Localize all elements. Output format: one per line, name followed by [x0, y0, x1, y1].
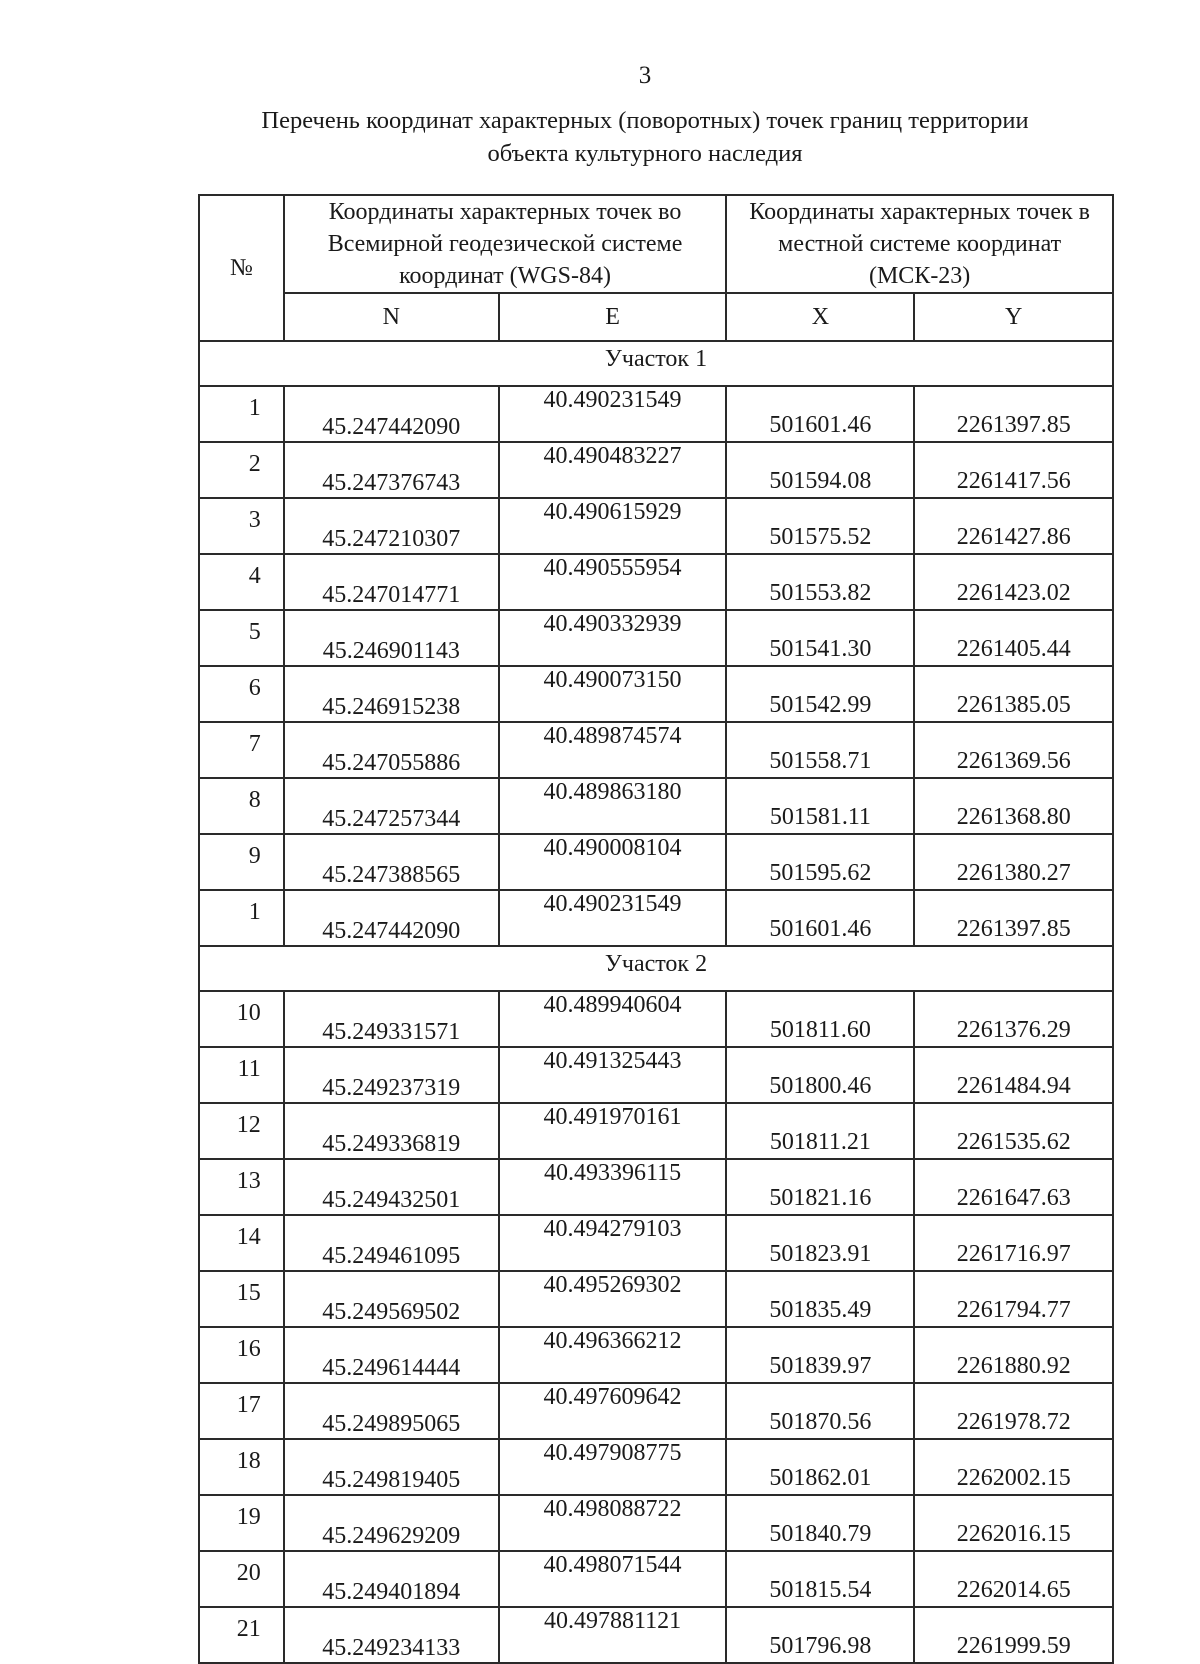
e-coordinate-cell: 40.490555954: [499, 554, 726, 610]
x-coordinate-cell: 501840.79: [726, 1495, 914, 1551]
x-coordinate-cell: 501796.98: [726, 1607, 914, 1663]
e-coordinate-cell: 40.493396115: [499, 1159, 726, 1215]
n-coordinate-cell: 45.249401894: [284, 1551, 499, 1607]
y-coordinate-cell: 2261427.86: [914, 498, 1113, 554]
point-number-cell: 10: [199, 991, 284, 1047]
n-coordinate-cell: 45.247442090: [284, 386, 499, 442]
e-coordinate-cell: 40.497881121: [499, 1607, 726, 1663]
e-coordinate-cell: 40.490073150: [499, 666, 726, 722]
x-coordinate-cell: 501823.91: [726, 1215, 914, 1271]
point-number-cell: 1: [199, 890, 284, 946]
x-coordinate-cell: 501575.52: [726, 498, 914, 554]
e-coordinate-cell: 40.491970161: [499, 1103, 726, 1159]
e-coordinate-cell: 40.489863180: [499, 778, 726, 834]
y-coordinate-cell: 2261369.56: [914, 722, 1113, 778]
point-number-cell: 7: [199, 722, 284, 778]
n-coordinate-cell: 45.249331571: [284, 991, 499, 1047]
header-x: X: [726, 293, 914, 341]
e-coordinate-cell: 40.496366212: [499, 1327, 726, 1383]
table-row: [199, 991, 1113, 1047]
x-coordinate-cell: 501542.99: [726, 666, 914, 722]
table-row: [199, 890, 1113, 946]
y-coordinate-cell: 2261978.72: [914, 1383, 1113, 1439]
e-coordinate-cell: 40.497609642: [499, 1383, 726, 1439]
n-coordinate-cell: 45.247442090: [284, 890, 499, 946]
section-row: [199, 341, 1113, 386]
point-number-cell: 21: [199, 1607, 284, 1663]
x-coordinate-cell: 501541.30: [726, 610, 914, 666]
point-number-cell: 19: [199, 1495, 284, 1551]
e-coordinate-cell: 40.490332939: [499, 610, 726, 666]
table-row: [199, 1495, 1113, 1551]
table-subheader-row: [199, 293, 1113, 341]
e-coordinate-cell: 40.498088722: [499, 1495, 726, 1551]
table-row: [199, 1607, 1113, 1663]
table-row: [199, 1159, 1113, 1215]
coordinates-table: [198, 194, 1114, 1664]
section-row: [199, 946, 1113, 991]
n-coordinate-cell: 45.247388565: [284, 834, 499, 890]
table-row: [199, 1103, 1113, 1159]
e-coordinate-cell: 40.489940604: [499, 991, 726, 1047]
x-coordinate-cell: 501862.01: [726, 1439, 914, 1495]
y-coordinate-cell: 2262014.65: [914, 1551, 1113, 1607]
y-coordinate-cell: 2262016.15: [914, 1495, 1113, 1551]
point-number-cell: 3: [199, 498, 284, 554]
point-number-cell: 9: [199, 834, 284, 890]
section-label: Участок 2: [199, 946, 1113, 991]
x-coordinate-cell: 501811.21: [726, 1103, 914, 1159]
y-coordinate-cell: 2261484.94: [914, 1047, 1113, 1103]
n-coordinate-cell: 45.246915238: [284, 666, 499, 722]
point-number-cell: 18: [199, 1439, 284, 1495]
table-header-row: [199, 195, 1113, 293]
n-coordinate-cell: 45.249569502: [284, 1271, 499, 1327]
point-number-cell: 16: [199, 1327, 284, 1383]
e-coordinate-cell: 40.497908775: [499, 1439, 726, 1495]
header-n: N: [284, 293, 499, 341]
x-coordinate-cell: 501553.82: [726, 554, 914, 610]
header-msk23-group: Координаты характерных точек в местной системе координат (МСК-23): [726, 195, 1113, 293]
table-row: [199, 1383, 1113, 1439]
e-coordinate-cell: 40.495269302: [499, 1271, 726, 1327]
y-coordinate-cell: 2261397.85: [914, 890, 1113, 946]
n-coordinate-cell: 45.247210307: [284, 498, 499, 554]
x-coordinate-cell: 501601.46: [726, 890, 914, 946]
n-coordinate-cell: 45.247055886: [284, 722, 499, 778]
y-coordinate-cell: 2261647.63: [914, 1159, 1113, 1215]
n-coordinate-cell: 45.247014771: [284, 554, 499, 610]
x-coordinate-cell: 501594.08: [726, 442, 914, 498]
point-number-cell: 20: [199, 1551, 284, 1607]
x-coordinate-cell: 501800.46: [726, 1047, 914, 1103]
x-coordinate-cell: 501581.11: [726, 778, 914, 834]
point-number-cell: 17: [199, 1383, 284, 1439]
x-coordinate-cell: 501839.97: [726, 1327, 914, 1383]
y-coordinate-cell: 2261880.92: [914, 1327, 1113, 1383]
header-wgs84-group: Координаты характерных точек во Всемирной геодезической системе координат (WGS-84): [284, 195, 727, 293]
y-coordinate-cell: 2261535.62: [914, 1103, 1113, 1159]
point-number-cell: 14: [199, 1215, 284, 1271]
table-row: [199, 386, 1113, 442]
table-row: [199, 722, 1113, 778]
e-coordinate-cell: 40.494279103: [499, 1215, 726, 1271]
x-coordinate-cell: 501815.54: [726, 1551, 914, 1607]
n-coordinate-cell: 45.247376743: [284, 442, 499, 498]
x-coordinate-cell: 501821.16: [726, 1159, 914, 1215]
header-y: Y: [914, 293, 1113, 341]
x-coordinate-cell: 501595.62: [726, 834, 914, 890]
y-coordinate-cell: 2261716.97: [914, 1215, 1113, 1271]
table-row: [199, 498, 1113, 554]
y-coordinate-cell: 2261423.02: [914, 554, 1113, 610]
x-coordinate-cell: 501835.49: [726, 1271, 914, 1327]
point-number-cell: 12: [199, 1103, 284, 1159]
n-coordinate-cell: 45.249432501: [284, 1159, 499, 1215]
point-number-cell: 8: [199, 778, 284, 834]
n-coordinate-cell: 45.247257344: [284, 778, 499, 834]
x-coordinate-cell: 501811.60: [726, 991, 914, 1047]
y-coordinate-cell: 2261376.29: [914, 991, 1113, 1047]
table-row: [199, 1271, 1113, 1327]
y-coordinate-cell: 2262002.15: [914, 1439, 1113, 1495]
n-coordinate-cell: 45.249895065: [284, 1383, 499, 1439]
x-coordinate-cell: 501870.56: [726, 1383, 914, 1439]
n-coordinate-cell: 45.249629209: [284, 1495, 499, 1551]
table-row: [199, 1047, 1113, 1103]
point-number-cell: 2: [199, 442, 284, 498]
table-row: [199, 610, 1113, 666]
n-coordinate-cell: 45.249461095: [284, 1215, 499, 1271]
x-coordinate-cell: 501558.71: [726, 722, 914, 778]
table-row: [199, 834, 1113, 890]
point-number-cell: 1: [199, 386, 284, 442]
table-row: [199, 1215, 1113, 1271]
document-title-line-2: объекта культурного наследия: [487, 140, 803, 167]
table-row: [199, 1551, 1113, 1607]
y-coordinate-cell: 2261368.80: [914, 778, 1113, 834]
y-coordinate-cell: 2261417.56: [914, 442, 1113, 498]
y-coordinate-cell: 2261380.27: [914, 834, 1113, 890]
table-row: [199, 442, 1113, 498]
section-label: Участок 1: [199, 341, 1113, 386]
n-coordinate-cell: 45.249237319: [284, 1047, 499, 1103]
document-title: [170, 104, 1120, 170]
n-coordinate-cell: 45.246901143: [284, 610, 499, 666]
page-number: 3: [638, 62, 652, 89]
n-coordinate-cell: 45.249336819: [284, 1103, 499, 1159]
table-body: [199, 341, 1113, 1663]
y-coordinate-cell: 2261405.44: [914, 610, 1113, 666]
y-coordinate-cell: 2261385.05: [914, 666, 1113, 722]
x-coordinate-cell: 501601.46: [726, 386, 914, 442]
e-coordinate-cell: 40.490008104: [499, 834, 726, 890]
point-number-cell: 15: [199, 1271, 284, 1327]
point-number-cell: 13: [199, 1159, 284, 1215]
e-coordinate-cell: 40.490231549: [499, 386, 726, 442]
n-coordinate-cell: 45.249234133: [284, 1607, 499, 1663]
table-row: [199, 778, 1113, 834]
point-number-cell: 6: [199, 666, 284, 722]
y-coordinate-cell: 2261999.59: [914, 1607, 1113, 1663]
y-coordinate-cell: 2261397.85: [914, 386, 1113, 442]
table-row: [199, 1439, 1113, 1495]
table-row: [199, 554, 1113, 610]
e-coordinate-cell: 40.490231549: [499, 890, 726, 946]
y-coordinate-cell: 2261794.77: [914, 1271, 1113, 1327]
n-coordinate-cell: 45.249614444: [284, 1327, 499, 1383]
document-title-line-1: Перечень координат характерных (поворотных) точек границ территории: [261, 107, 1029, 134]
point-number-cell: 5: [199, 610, 284, 666]
n-coordinate-cell: 45.249819405: [284, 1439, 499, 1495]
point-number-cell: 4: [199, 554, 284, 610]
e-coordinate-cell: 40.490483227: [499, 442, 726, 498]
header-number: №: [199, 195, 284, 341]
e-coordinate-cell: 40.490615929: [499, 498, 726, 554]
table-row: [199, 666, 1113, 722]
header-e: E: [499, 293, 726, 341]
e-coordinate-cell: 40.498071544: [499, 1551, 726, 1607]
point-number-cell: 11: [199, 1047, 284, 1103]
e-coordinate-cell: 40.491325443: [499, 1047, 726, 1103]
table-row: [199, 1327, 1113, 1383]
e-coordinate-cell: 40.489874574: [499, 722, 726, 778]
